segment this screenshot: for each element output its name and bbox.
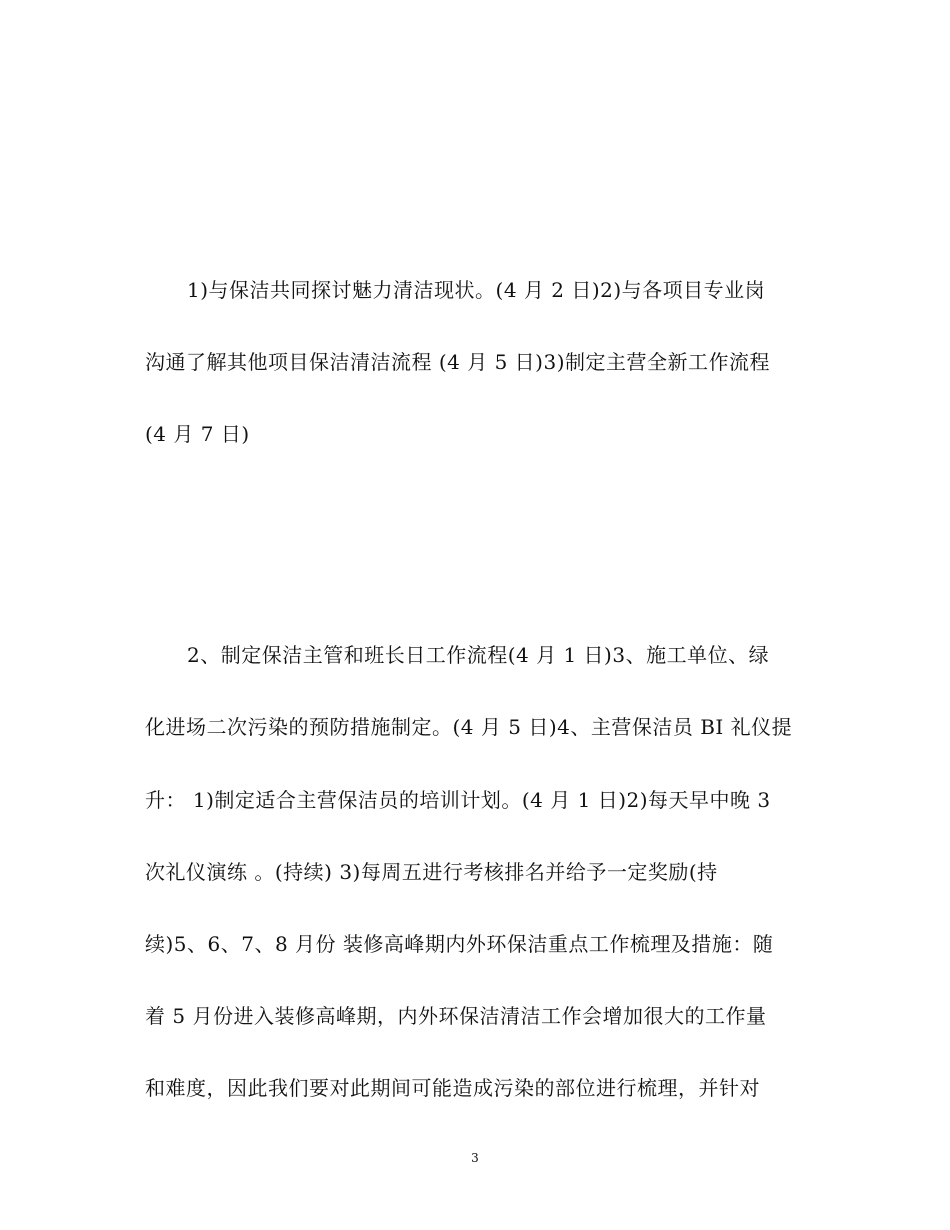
paragraph-2-line-2: 化进场二次污染的预防措施制定。(4 月 5 日)4、主营保洁员 BI 礼仪提	[145, 715, 793, 739]
paragraph-2-line-6: 着 5 月份进入装修高峰期，内外环保洁清洁工作会增加很大的工作量	[145, 1004, 767, 1028]
paragraph-2-line-4: 次礼仪演练 。(持续) 3)每周五进行考核排名并给予一定奖励(持	[145, 860, 718, 884]
paragraph-2-line-7: 和难度，因此我们要对此期间可能造成污染的部位进行梳理，并针对	[145, 1076, 760, 1100]
paragraph-1-line-2: 沟通了解其他项目保洁清洁流程 (4 月 5 日)3)制定主营全新工作流程	[145, 350, 771, 374]
paragraph-1-line-3: (4 月 7 日)	[145, 422, 250, 446]
paragraph-2-line-3: 升： 1)制定适合主营保洁员的培训计划。(4 月 1 日)2)每天早中晚 3	[145, 788, 771, 812]
paragraph-2-line-1: 2、制定保洁主管和班长日工作流程(4 月 1 日)3、施工单位、绿	[187, 643, 770, 667]
paragraph-1-line-1: 1)与保洁共同探讨魅力清洁现状。(4 月 2 日)2)与各项目专业岗	[187, 278, 766, 302]
page-number: 3	[471, 1151, 479, 1165]
paragraph-2-line-5: 续)5、6、7、8 月份 装修高峰期内外环保洁重点工作梳理及措施：随	[145, 932, 774, 956]
